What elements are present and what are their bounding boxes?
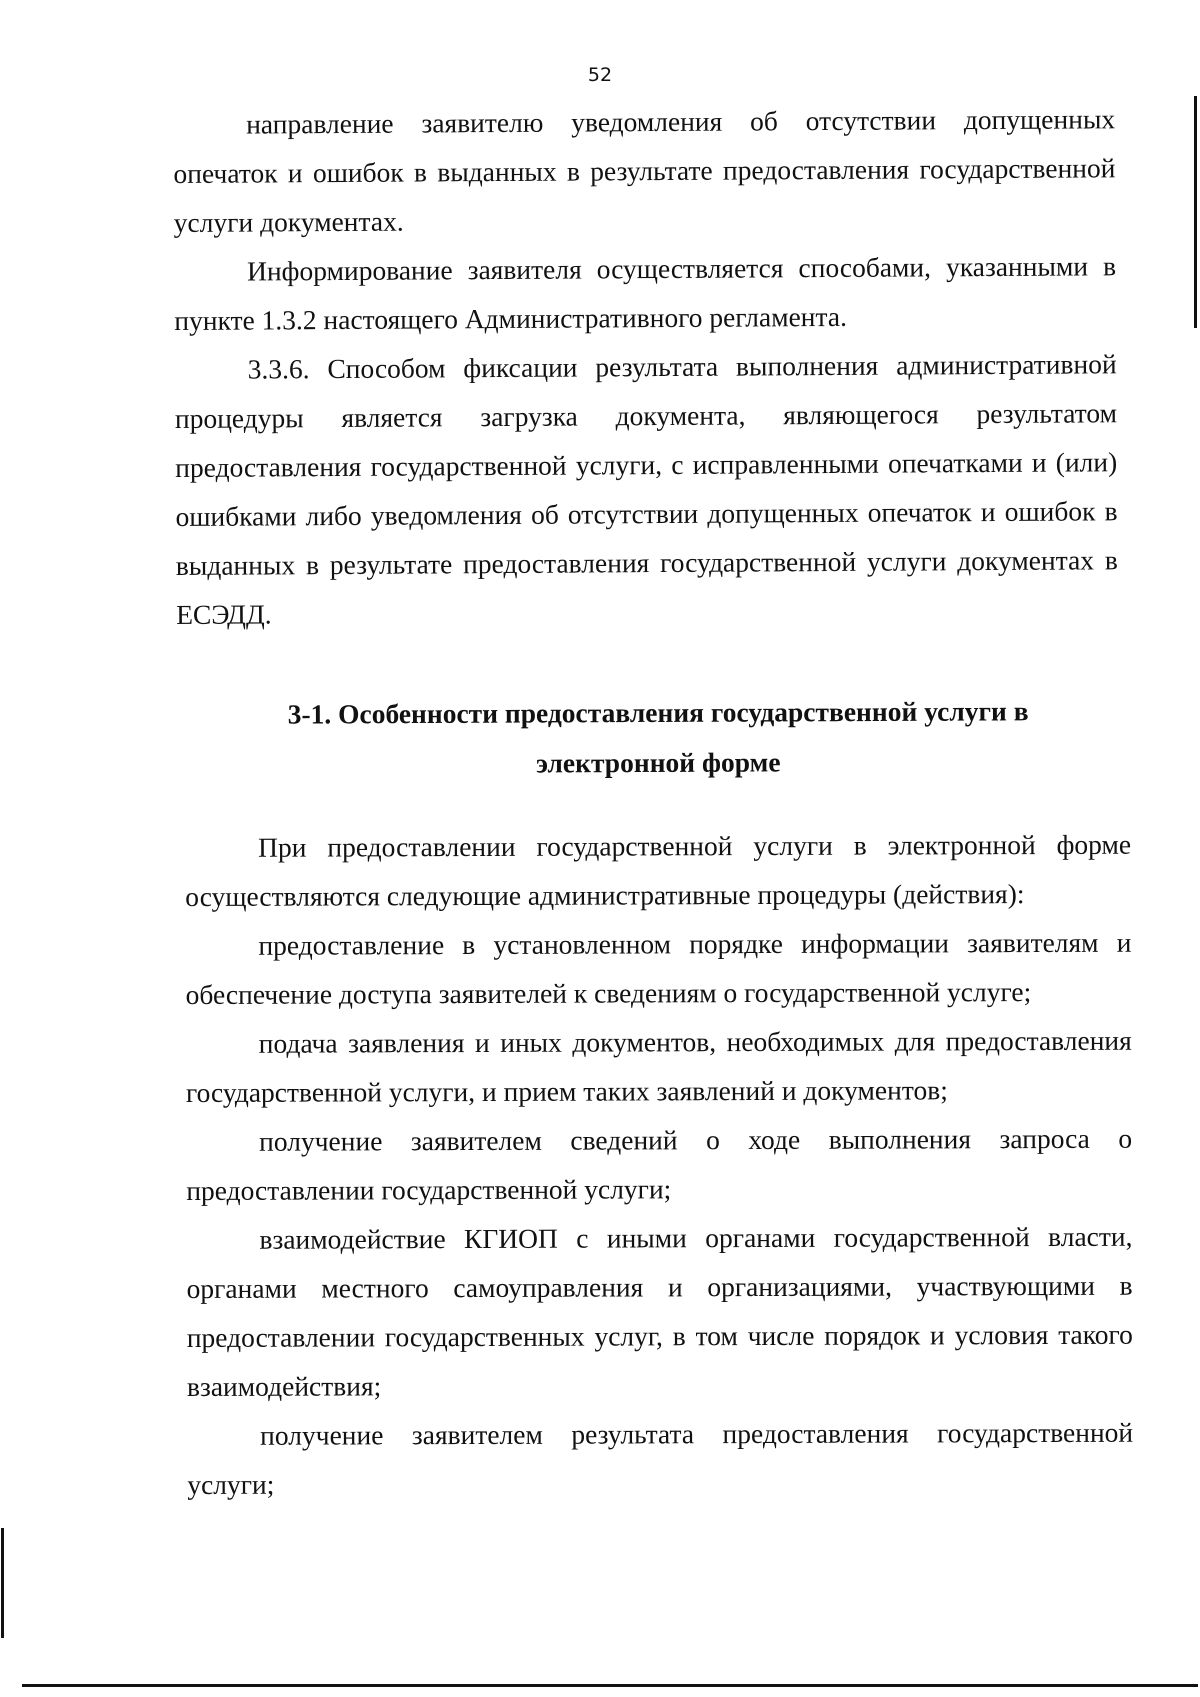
list-item-submission: подача заявления и иных документов, необходимых для предоставления государственной услуги, и прием таких заявлений и документов; (185, 1024, 1132, 1108)
scan-edge-left (1, 1528, 4, 1638)
section-heading-line1: 3-1. Особенности предоставления государственной услуги в (287, 695, 1029, 730)
list-item-result: получение заявителем результата предоставления государственной услуги; (187, 1416, 1134, 1500)
scan-edge-right (1194, 96, 1197, 328)
section-heading (185, 686, 1131, 790)
list-item-information: предоставление в установленном порядке информации заявителям и обеспечение доступа заявителей к сведениям о государственной услуге; (185, 926, 1132, 1010)
paragraph-electronic-form: При предоставлении государственной услуги в электронной форме осуществляются следующие административные процедуры (действия): (185, 828, 1132, 912)
paragraph-informing: Информирование заявителя осуществляется способами, указанными в пункте 1.3.2 настоящего Административного регламента. (174, 250, 1117, 336)
text-block-top (173, 94, 1118, 639)
text-block-bottom (185, 820, 1133, 1509)
list-item-interaction: взаимодействие КГИОП с иными органами государственной власти, органами местного самоуправления и организациями, участвующими в предоставлении государственных услуг, в том числе порядок и условия такого взаимодействия; (186, 1220, 1133, 1402)
paragraph-notification: направление заявителю уведомления об отсутствии допущенных опечаток и ошибок в выданных в результате предоставления государственной услуги документах. (173, 103, 1116, 238)
paragraph-3-3-6: 3.3.6. Способом фиксации результата выполнения административной процедуры является загрузка документа, являющегося результатом предоставления государственной услуги, с исправленными опечатками и (или) ошибками либо уведомления об отсутствии допущенных опечаток и ошибок в выданных в результате предоставления государственной услуги документах в ЕСЭДД. (174, 348, 1118, 630)
section-heading-line2: электронной форме (535, 746, 781, 779)
list-item-status: получение заявителем сведений о ходе выполнения запроса о предоставлении государственной услуги; (186, 1122, 1133, 1206)
scan-edge-bottom (22, 1684, 1198, 1687)
page-number: 52 (587, 64, 613, 86)
